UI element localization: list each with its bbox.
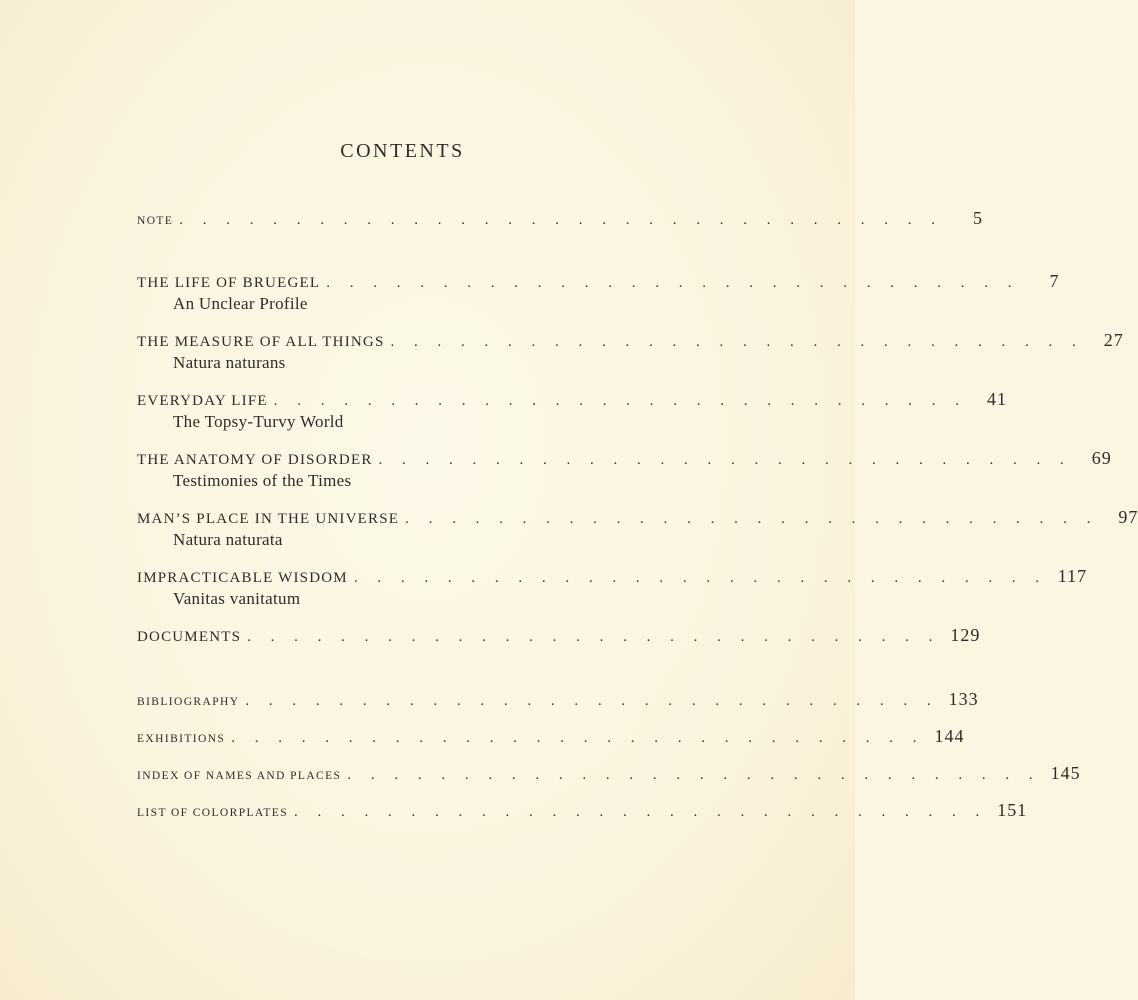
toc-page-number: 129 [950, 625, 981, 645]
toc-entry-label: THE ANATOMY OF DISORDER [137, 452, 373, 468]
toc-page-number: 151 [997, 800, 1028, 820]
toc-page-number: 133 [948, 689, 979, 709]
dot-leader: . . . . . . . . . . . . . . . . . . . . . . . . . . . . . . [294, 804, 988, 820]
dot-leader: . . . . . . . . . . . . . . . . . . . . . . . . . . . . . . . . . [179, 212, 944, 228]
toc-entry-subtitle: The Topsy-Turvy World [173, 412, 344, 431]
dot-leader: . . . . . . . . . . . . . . . . . . . . . . . . . . . . . . [245, 693, 939, 709]
toc-page-number: 7 [1049, 271, 1060, 291]
toc-entry-label: MAN’S PLACE IN THE UNIVERSE [137, 511, 400, 527]
toc-entry-mans-place[interactable] [137, 507, 1138, 531]
toc-entry-life-of-bruegel[interactable] [137, 271, 1060, 295]
toc-entry-note[interactable] [137, 208, 984, 232]
toc-page-number: 27 [1103, 330, 1124, 350]
toc-entry-subtitle: Vanitas vanitatum [173, 589, 301, 608]
dot-leader: . . . . . . . . . . . . . . . . . . . . . . . . . . . . . . [347, 767, 1041, 783]
dot-leader: . . . . . . . . . . . . . . . . . . . . . . . . . . . . . . [378, 452, 1072, 468]
toc-entry-label: DOCUMENTS [137, 629, 242, 645]
dot-leader: . . . . . . . . . . . . . . . . . . . . . . . . . . . . . . [273, 393, 967, 409]
toc-entry-label: INDEX OF NAMES AND PLACES [137, 770, 342, 782]
page-title: CONTENTS [340, 140, 465, 162]
dot-leader: . . . . . . . . . . . . . . . . . . . . . . . . . . . . . . [326, 275, 1020, 291]
toc-entry-label: EXHIBITIONS [137, 733, 226, 745]
toc-entry-documents[interactable] [137, 625, 981, 649]
toc-page-number: 144 [934, 726, 965, 746]
toc-entry-everyday-life[interactable] [137, 389, 1007, 413]
toc-entry-exhibitions[interactable] [137, 726, 965, 750]
toc-entry-label: BIBLIOGRAPHY [137, 696, 240, 708]
toc-page-number: 69 [1091, 448, 1112, 468]
toc-page-number: 5 [973, 208, 984, 228]
dot-leader: . . . . . . . . . . . . . . . . . . . . . . . . . . . . . . [405, 511, 1099, 527]
toc-entry-subtitle: An Unclear Profile [173, 294, 308, 313]
toc-entry-label: IMPRACTICABLE WISDOM [137, 570, 348, 586]
dot-leader: . . . . . . . . . . . . . . . . . . . . . . . . . . . . . . [353, 570, 1048, 586]
toc-entry-label: THE MEASURE OF ALL THINGS [137, 334, 385, 350]
toc-entry-label: NOTE [137, 215, 174, 227]
toc-page-number: 97 [1118, 507, 1138, 527]
toc-entry-bibliography[interactable] [137, 689, 979, 713]
dot-leader: . . . . . . . . . . . . . . . . . . . . . . . . . . . . . . [231, 730, 925, 746]
toc-entry-subtitle: Natura naturata [173, 530, 283, 549]
toc-entry-subtitle: Testimonies of the Times [173, 471, 352, 490]
dot-leader: . . . . . . . . . . . . . . . . . . . . . . . . . . . . . . [390, 334, 1084, 350]
toc-entry-subtitle: Natura naturans [173, 353, 286, 372]
toc-entry-impracticable-wisdom[interactable] [137, 566, 1088, 590]
toc-entry-list-of-colorplates[interactable] [137, 800, 1028, 824]
toc-entry-label: EVERYDAY LIFE [137, 393, 268, 409]
toc-entry-measure-of-all-things[interactable] [137, 330, 1124, 354]
dot-leader: . . . . . . . . . . . . . . . . . . . . . . . . . . . . . . [247, 629, 941, 645]
toc-entry-index[interactable] [137, 763, 1081, 787]
toc-page-number: 145 [1050, 763, 1081, 783]
toc-entry-label: THE LIFE OF BRUEGEL [137, 275, 321, 291]
toc-entry-label: LIST OF COLORPLATES [137, 807, 288, 819]
toc-page-number: 41 [987, 389, 1007, 409]
toc-entry-anatomy-of-disorder[interactable] [137, 448, 1112, 472]
toc-page-number: 117 [1057, 566, 1088, 586]
